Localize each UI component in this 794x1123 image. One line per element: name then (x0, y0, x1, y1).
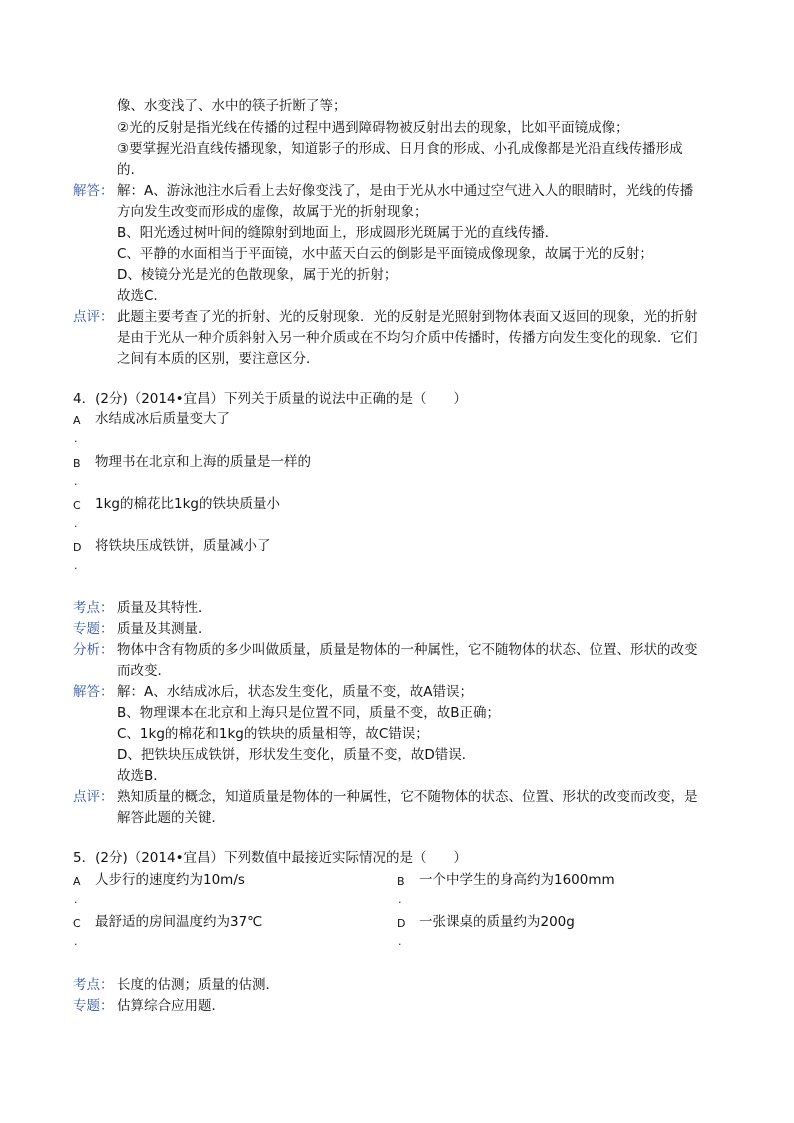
fenxi-label: 分析： (73, 642, 114, 658)
answer-line: 解：A、水结成冰后，状态发生变化，质量不变，故A错误； (117, 684, 473, 700)
fenxi-line: 而改变． (117, 663, 171, 679)
answer-line: B、阳光透过树叶间的缝隙射到地面上，形成圆形光斑属于光的直线传播． (117, 225, 559, 241)
option-letter: B (397, 875, 405, 888)
answer-line: B、物理课本在北京和上海只是位置不同，质量不变，故B正确； (117, 705, 501, 721)
answer-line: 故选C. (117, 288, 158, 304)
kaodian-label: 考点： (73, 977, 114, 993)
option-letter: D (397, 917, 406, 930)
comment-line: 解答此题的关键． (117, 810, 225, 826)
option-letter: C (73, 499, 81, 512)
option-text: 人步行的速度约为10m/s (95, 872, 245, 888)
answer-line: 方向发生改变而形成的虚像，故属于光的折射现象； (117, 204, 428, 220)
option-letter: C (73, 917, 81, 930)
option-letter: B (73, 457, 81, 470)
answer-line: 故选B. (117, 768, 158, 784)
option-text: 最舒适的房间温度约为37℃ (95, 914, 263, 930)
answer-line: D、棱镜分光是光的色散现象，属于光的折射； (117, 267, 398, 283)
kaodian-label: 考点： (73, 600, 114, 616)
option-dot: . (74, 559, 78, 572)
option-letter: A (73, 414, 81, 427)
option-dot: . (74, 935, 78, 948)
analysis-line: 像、水变浅了、水中的筷子折断了等； (117, 98, 347, 114)
option-dot: . (74, 475, 78, 488)
comment-line: 之间有本质的区别，要注意区分． (117, 351, 320, 367)
option-dot: . (398, 935, 402, 948)
answer-label: 解答： (73, 684, 114, 700)
option-dot: . (74, 893, 78, 906)
comment-line: 此题主要考查了光的折射、光的反射现象．光的反射是光照射到物体表面又返回的现象，光的折射 (117, 309, 698, 325)
zhuanti-text: 质量及其测量． (117, 621, 212, 637)
answer-line: 解：A、游泳池注水后看上去好像变浅了，是由于光从水中通过空气进入人的眼睛时，光线的传播 (117, 183, 694, 199)
fenxi-line: 物体中含有物质的多少叫做质量，质量是物体的一种属性，它不随物体的状态、位置、形状的改变 (117, 642, 698, 658)
option-text: 一个中学生的身高约为1600mm (419, 872, 615, 888)
option-dot: . (74, 432, 78, 445)
question-4-stem: 4．(2分)（2014•宜昌）下列关于质量的说法中正确的是（ ） (73, 391, 468, 407)
option-text: 水结成冰后质量变大了 (95, 411, 230, 427)
option-dot: . (398, 893, 402, 906)
answer-line: C、平静的水面相当于平面镜，水中蓝天白云的倒影是平面镜成像现象，故属于光的反射； (117, 246, 653, 262)
answer-line: D、把铁块压成铁饼，形状发生变化，质量不变，故D错误． (117, 747, 476, 763)
comment-line: 熟知质量的概念，知道质量是物体的一种属性，它不随物体的状态、位置、形状的改变而改变，是 (117, 789, 698, 805)
option-dot: . (74, 517, 78, 530)
option-text: 一张课桌的质量约为200g (419, 914, 575, 930)
comment-line: 是由于光从一种介质斜射入另一种介质或在不均匀介质中传播时，传播方向发生变化的现象．它们 (117, 330, 698, 346)
comment-label: 点评： (73, 789, 114, 805)
question-5-stem: 5．(2分)（2014•宜昌）下列数值中最接近实际情况的是（ ） (73, 850, 468, 866)
zhuanti-label: 专题： (73, 621, 114, 637)
analysis-line: ②光的反射是指光线在传播的过程中遇到障碍物被反射出去的现象，比如平面镜成像； (117, 120, 629, 136)
zhuanti-text: 估算综合应用题． (117, 998, 225, 1014)
option-text: 物理书在北京和上海的质量是一样的 (95, 454, 311, 470)
option-text: 将铁块压成铁饼，质量减小了 (95, 538, 271, 554)
zhuanti-label: 专题： (73, 998, 114, 1014)
option-text: 1kg的棉花比1kg的铁块质量小 (95, 496, 280, 512)
analysis-line: 的. (117, 162, 135, 178)
answer-line: C、1kg的棉花和1kg的铁块的质量相等，故C错误； (117, 726, 429, 742)
comment-label: 点评： (73, 309, 114, 325)
answer-label: 解答： (73, 183, 114, 199)
option-letter: D (73, 541, 82, 554)
kaodian-text: 长度的估测；质量的估测． (117, 977, 279, 993)
kaodian-text: 质量及其特性． (117, 600, 212, 616)
analysis-line: ③要掌握光沿直线传播现象，知道影子的形成、日月食的形成、小孔成像都是光沿直线传播形成 (117, 141, 683, 157)
option-letter: A (73, 875, 81, 888)
